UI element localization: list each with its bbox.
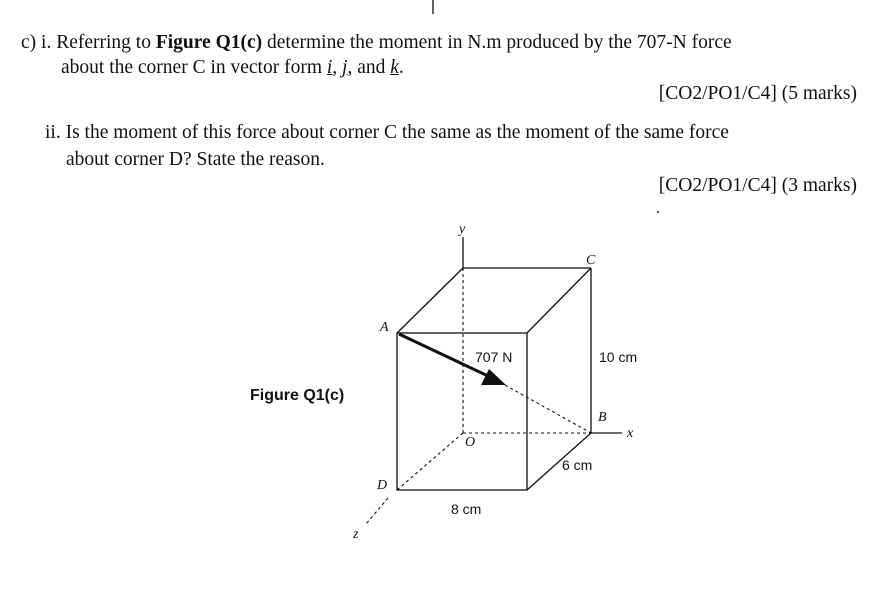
label-y-axis: y [459,222,466,237]
figure-caption: Figure Q1(c) [250,387,345,404]
label-corner-c: C [586,253,596,268]
figure-reference: Figure Q1(c) [155,32,263,53]
label-dim-width: 8 cm [451,501,482,517]
unit-vector-k: k [390,57,399,78]
force-arrow-head [481,369,506,385]
page-speck [657,211,659,213]
question-part-i-line2: about the corner C in vector form i, j, and k. [61,57,404,78]
label-corner-d: D [377,478,388,493]
unit-vector-j: j [342,57,348,78]
label-dim-depth: 6 cm [562,457,593,473]
hidden-z-edge [397,433,463,490]
question-part-ii-line2: about corner D? State the reason. [66,149,325,170]
part-i-marks: [CO2/PO1/C4] (5 marks) [658,83,857,104]
label-corner-b: B [598,410,607,425]
z-axis-line [366,498,388,524]
question-part-ii-line1: ii. Is the moment of this force about corner C the same as the moment of the same force [45,122,729,143]
label-force-magnitude: 707 N [475,349,513,365]
question-part-i-line1: c) i. Referring to Figure Q1(c) determine the moment in N.m produced by the 707-N force [21,32,732,53]
unit-vector-i: i [326,57,333,78]
label-x-axis: x [627,426,634,441]
label-z-axis: z [353,527,359,542]
label-dim-height: 10 cm [599,349,638,365]
edge-top-right [527,268,591,333]
label-origin-o: O [465,435,476,450]
edge-top-left [397,268,463,333]
part-ii-marks: [CO2/PO1/C4] (3 marks) [658,175,857,196]
force-line-of-action [505,385,591,433]
label-corner-a: A [380,320,389,335]
